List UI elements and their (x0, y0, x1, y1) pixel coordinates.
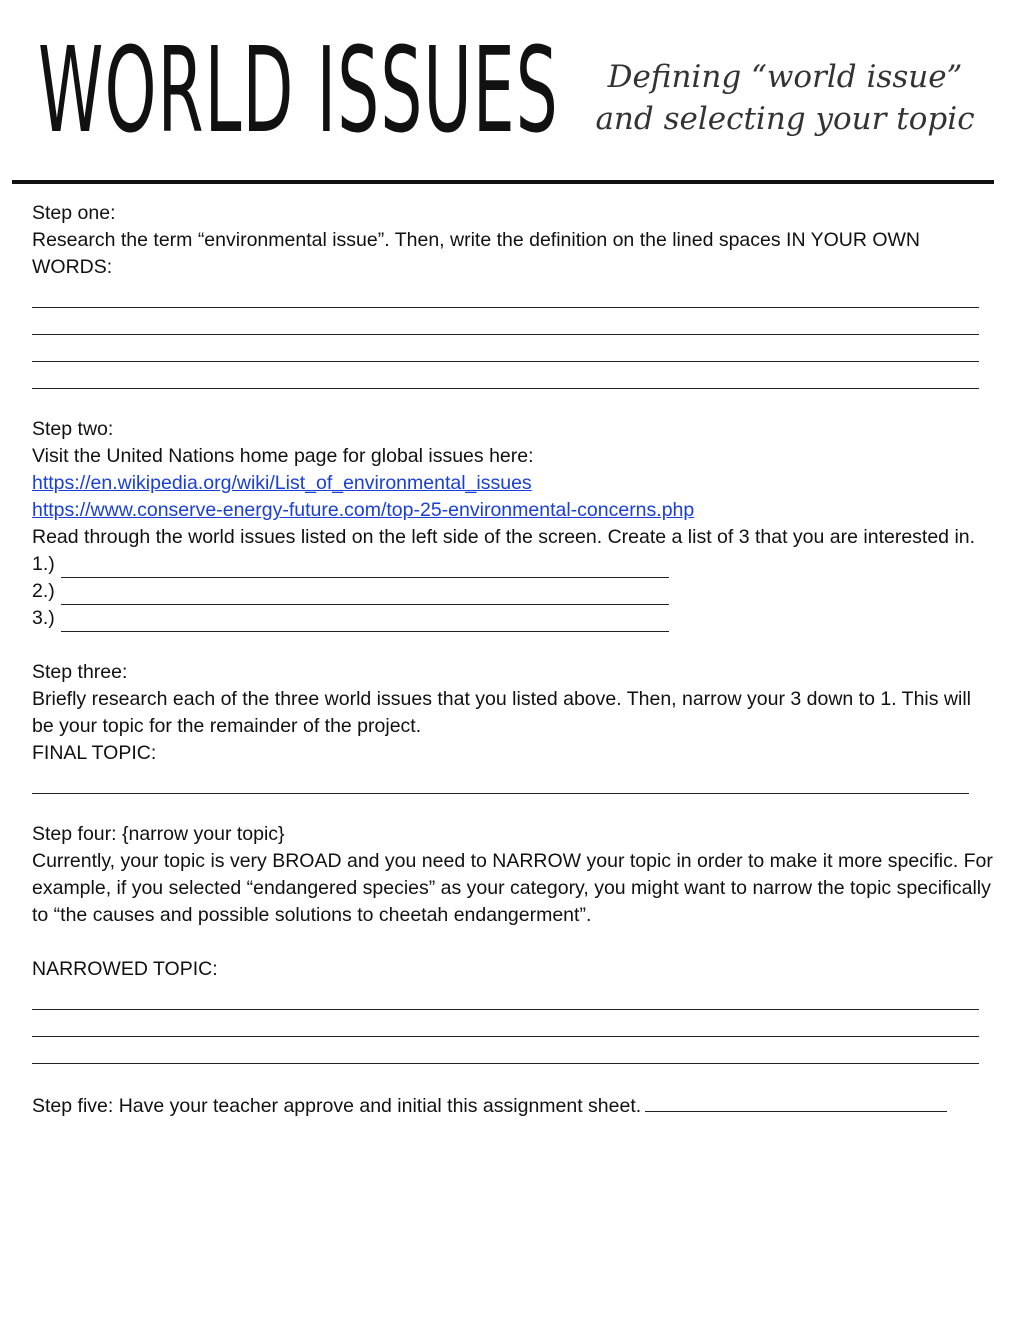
narrowed-topic-line-1[interactable] (32, 983, 979, 1010)
list-item (32, 551, 994, 578)
step-four-heading: Step four: {narrow your topic} (32, 823, 285, 845)
wikipedia-link[interactable]: https://en.wikipedia.org/wiki/List_of_environmental_issues (32, 472, 532, 494)
worksheet-body (32, 200, 994, 1120)
step-two-instruction: Read through the world issues listed on the left side of the screen. Create a list of 3 that you are interested in. (32, 526, 976, 548)
step-one-instruction: Research the term “environmental issue”. Then, write the definition on the lined spaces IN YOUR OWN WORDS: (32, 229, 921, 278)
header-divider (12, 180, 994, 184)
subtitle-line-2: and selecting your topic (595, 101, 975, 137)
narrowed-topic-line-2[interactable] (32, 1010, 979, 1037)
step-four-instruction: Currently, your topic is very BROAD and you need to NARROW your topic in order to make it more specific. For example, if you selected “endangered species” as your category, you might want to narrow the topic specifically to “the causes and possible solutions to cheetah endangerment”. (32, 850, 993, 926)
final-topic-label: FINAL TOPIC: (32, 742, 157, 764)
step-one-heading: Step one: (32, 202, 116, 224)
teacher-initial-line[interactable] (645, 1091, 947, 1112)
definition-line-1[interactable] (32, 281, 979, 308)
worksheet-header (0, 0, 1024, 190)
issue-answer-line-1[interactable] (61, 555, 669, 578)
list-item (32, 605, 994, 632)
final-topic-line[interactable] (32, 767, 969, 794)
step-two-heading: Step two: (32, 418, 114, 440)
spacer (32, 794, 994, 821)
page-title: WORLD ISSUES (38, 21, 559, 159)
narrowed-topic-line-3[interactable] (32, 1037, 979, 1064)
definition-line-4[interactable] (32, 362, 979, 389)
spacer (32, 389, 994, 416)
definition-line-2[interactable] (32, 308, 979, 335)
step-two-intro: Visit the United Nations home page for global issues here: (32, 445, 534, 467)
list-item-number: 2.) (32, 580, 55, 602)
list-item (32, 578, 994, 605)
page-subtitle (575, 56, 995, 140)
step-five-row (32, 1091, 994, 1120)
spacer (32, 632, 994, 659)
narrowed-topic-label: NARROWED TOPIC: (32, 958, 218, 980)
step-three-heading: Step three: (32, 661, 128, 683)
definition-line-3[interactable] (32, 335, 979, 362)
conserve-energy-link[interactable]: https://www.conserve-energy-future.com/top-25-environmental-concerns.php (32, 499, 695, 521)
issue-answer-line-2[interactable] (61, 582, 669, 605)
list-item-number: 3.) (32, 607, 55, 629)
step-five-text: Step five: Have your teacher approve and initial this assignment sheet. (32, 1095, 642, 1117)
spacer (32, 929, 994, 956)
subtitle-line-1: Defining “world issue” (607, 59, 963, 95)
issue-answer-line-3[interactable] (61, 609, 669, 632)
step-three-instruction: Briefly research each of the three world issues that you listed above. Then, narrow your 3 down to 1. This will be your topic for the remainder of the project. (32, 688, 972, 737)
spacer (32, 1064, 994, 1091)
list-item-number: 1.) (32, 553, 55, 575)
